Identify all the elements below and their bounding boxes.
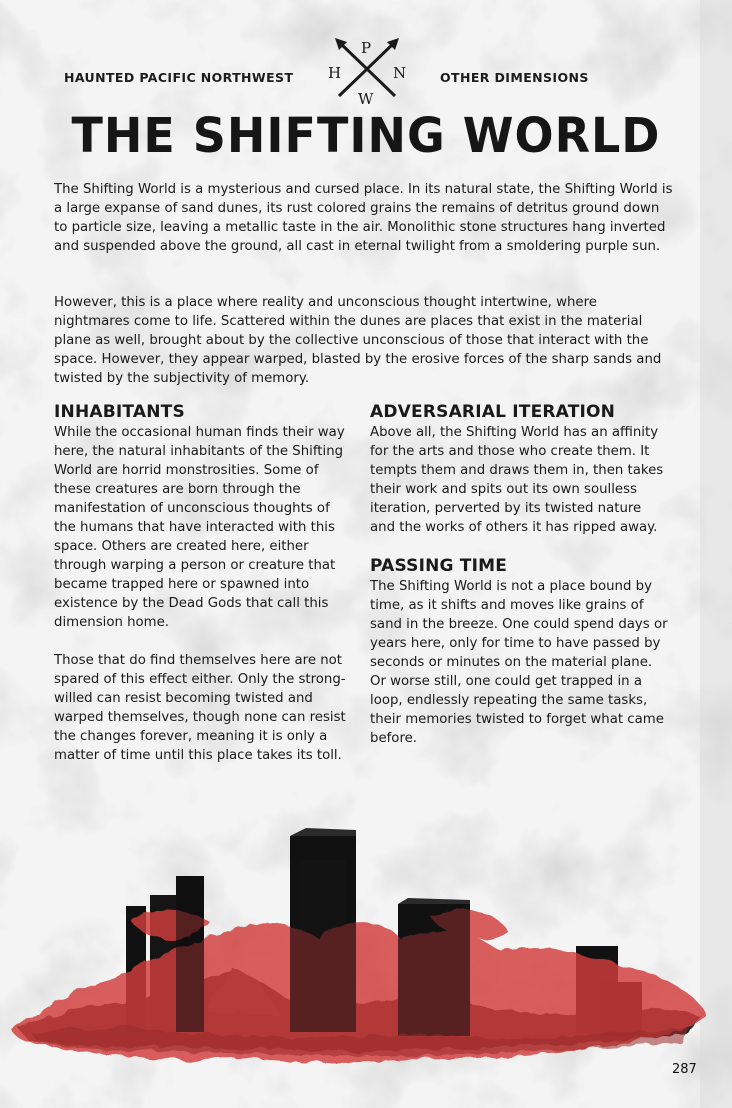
compass-west: H: [328, 64, 342, 82]
compass-east: N: [393, 64, 407, 82]
inhabitants-paragraph-1: While the occasional human finds their way here, the natural inhabitants of the Shifting World are horrid monstrosities. Some of these creatures are born through the manifestation of unconscious thoughts of the humans that have interacted with this space. Others are created here, either through warping a person or creature that became trapped here or spawned into existence by the Dead Gods that call this dimension home.: [54, 425, 345, 630]
intro-paragraph-1: The Shifting World is a mysterious and cursed place. In its natural state, the Shifting World is a large expanse of sand dunes, its rust colored grains the remains of detritus ground down to particle size, leaving a metallic taste in the air. Monolithic stone structures hang inverted and suspended above the ground, all cast in eternal twilight from a smoldering purple sun.: [54, 182, 673, 254]
monolith-illustration: [0, 820, 732, 1108]
passing-time-paragraph: The Shifting World is not a place bound by time, as it shifts and moves like grains of sand in the breeze. One could spend days or years here, only for time to have passed by seconds or minutes on the material plane. Or worse still, one could get trapped in a loop, endlessly repeating the same tasks, their memories twisted to forget what came before.: [370, 579, 668, 746]
page-title: THE SHIFTING WORLD: [71, 106, 661, 164]
running-header-left: HAUNTED PACIFIC NORTHWEST: [64, 70, 294, 85]
page-number: 287: [672, 1062, 697, 1077]
compass-north: P: [361, 39, 372, 57]
adversarial-heading: ADVERSARIAL ITERATION: [370, 402, 616, 422]
adversarial-paragraph: Above all, the Shifting World has an affinity for the arts and those who create them. It tempts them and draws them in, then takes their work and spits out its own soulless iteration, perverted by its twisted nature and the works of others it has ripped away.: [370, 425, 664, 535]
compass-logo-icon: [325, 36, 409, 108]
passing-time-heading: PASSING TIME: [370, 556, 508, 576]
compass-south: W: [358, 90, 374, 108]
intro-paragraph-2: However, this is a place where reality and unconscious thought intertwine, where nightmares come to life. Scattered within the dunes are places that exist in the material plane as well, brought about by the collective unconscious of those that interact with the space. However, they appear warped, blasted by the erosive forces of the sharp sands and twisted by the subjectivity of memory.: [54, 295, 662, 386]
inhabitants-paragraph-2: Those that do find themselves here are not spared of this effect either. Only the strong-willed can resist becoming twisted and warped themselves, though none can resist the changes forever, meaning it is only a matter of time until this place takes its toll.: [54, 653, 346, 763]
inhabitants-heading: INHABITANTS: [54, 402, 185, 422]
right-column: [370, 402, 670, 748]
running-header-right: OTHER DIMENSIONS: [440, 70, 589, 85]
left-column: [54, 402, 354, 765]
